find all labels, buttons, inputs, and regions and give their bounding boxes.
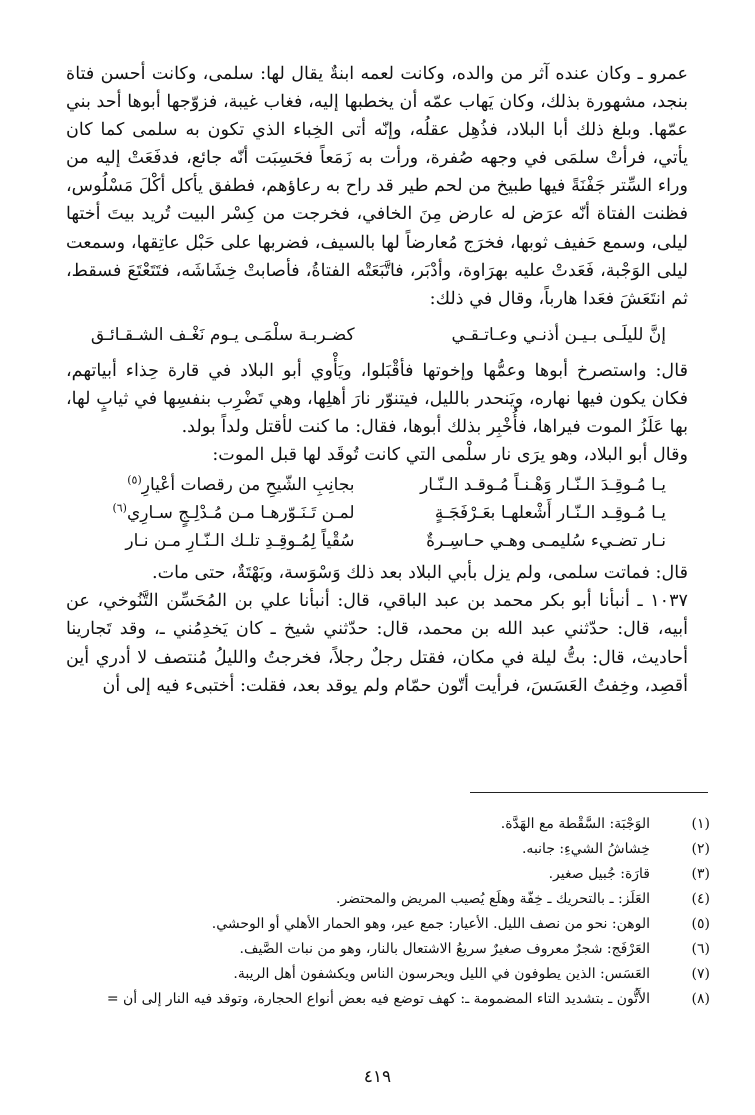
verse-line [66,321,688,349]
paragraph-outcome [66,357,688,441]
paragraph-death [66,559,688,587]
footnote-marker: (٥) [127,473,142,487]
footnote-item [60,812,710,837]
footnote-text: العَرْفَج: شجرٌ معروف صغيرٌ سريعُ الاشتعال بالنار، وهو من نبات الصَّيف. [239,941,650,957]
footnote-marker: (٦) [112,501,127,515]
verse-hemistich-first: يـا مُـوقِـد الـنّـار أَشْعلهـا بعَـرْفَجَـةٍ [434,503,666,524]
footnote-text: الوَجْبَة: السَّقْطة مع الهَدَّة. [500,816,650,832]
footnote-text: العَلَز: ـ بالتحريك ـ خِفّة وهلَع يُصيب المريض والمحتضر. [336,891,650,907]
footnote-item [60,962,710,987]
paragraph-text: ١٠٣٧ ـ أنبأنا أبو بكر محمد بن عبد الباقي، قال: أنبأنا علي بن المُحَسِّن التَّنُوخي، عن أبيه، قال: حدّثني عبد الله بن محمد، قال: حدّثني شيخ ـ كان يَخدِمُني ـ، وقد تَجارينا أحاديث، قال: بتُّ ليلة في مكان، فقتل رجلٌ رجلاً، فخرجتُ والليلُ مُنتصف لا أدري أين أقصِد، وخِفتُ العَسَسَ، فرأيت أتّون حمّام ولم يوقد بعد، فقلت: أختبىء فيه إلى أن [66,591,688,696]
page-number: ٤١٩ [363,1067,392,1087]
footnote-number: (٤) [691,891,710,907]
footnotes [60,812,710,1012]
main-text [66,60,688,700]
paragraph-text: قال: واستصرخ أبوها وعمُّها وإخوتها فأقْبَلوا، ويَأْوي أبو البلاد في قارة حِذاء أبياتهم، فكان يكون فيها نهاره، ويَنحدر بالليل، فيتنوّر نارَ أهلِها، وهي تَضْرِب بنفسِها في ثيابٍ لها، بها عَلَزُ الموت فيراها، فأُخْبِر بذلك أبوها، فقال: ما كنت لأقتل ولداً بولد. [66,360,688,438]
verse-hemistich-first: نـار تضـيء سُليمـى وهـي حـاسِـرةٌ [426,531,666,552]
footnote-item [60,837,710,862]
footnote-text: الأَتُّون ـ بتشديد التاء المضمومة ـ: كهف توضع فيه بعض أنواع الحجارة، وتوقد فيه النار إلى أن = [106,991,650,1007]
paragraph-text: وقال أبو البلاد، وهو يرَى نار سلْمى التي كانت تُوقَد لها قبل الموت: [212,445,688,466]
footnote-divider [470,792,708,793]
footnote-item [60,862,710,887]
footnote-number: (٦) [691,941,710,957]
paragraph-verse-intro [66,441,688,469]
verse-hemistich-second: لمـن تَـنَـوّرهـا مـن مُـدْلِـجٍ سـارِي$^{(٦)}$ [112,501,355,524]
footnote-number: (٨) [691,991,710,1007]
verse-hemistich-first: يـا مُـوقِـدَ الـنّـار وَهْـنـاً مُـوقـد الـنّـار [420,475,666,496]
footnote-number: (٣) [691,866,710,882]
footnote-number: (٧) [691,966,710,982]
footnote-text: العَسَس: الذين يطوفون في الليل ويحرسون الناس ويكشفون أهل الريبة. [233,966,650,982]
footnote-number: (١) [691,816,710,832]
footnote-number: (٥) [691,916,710,932]
verse-hemistich-second: كضـربـة سلْمَـى يـوم نَغْـف الشـقـائـق [90,324,355,345]
footnote-text: الوهن: نحو من نصف الليل. الأعيار: جمع عير، وهو الحمار الأهلي أو الوحشي. [211,916,650,932]
footnote-text: قارَة: جُبيل صغير. [548,866,650,882]
verse-group [66,471,688,555]
footnote-item [60,937,710,962]
verse-line [66,499,688,527]
footnote-item [60,987,710,1012]
verse-hemistich-second: بجانِبِ الشّيحِ من رقصات أعْيارِ$^{(٥)}$ [127,473,355,496]
verse-line [66,527,688,555]
verse-line [66,471,688,499]
paragraph-text: عمرو ـ وكان عنده آثر من والده، وكانت لعمه ابنةٌ يقال لها: سلمى، وكانت أحسن فتاة بنجد، مشهورة بذلك، وكان يَهاب عمّه أن يخطبها إليه، فغاب غيبة، فزوّجها أبوها أحد بني عمّها. وبلغ ذلك أبا البلاد، فذُهِل عقلُه، وإنّه أتى الخِباء الذي تكون به سلمى كما كان يأتي، فرأتْ سلمَى في وجهه صُفرة، ورأت به زَمَعاً فحَسِبَت أنّه جائع، فدفَعَتْ إليه من وراء السِّتر جَفْنَةً فيها طبيخ من لحم طير قد راح به رعاؤهم، فطفق يأكل أكْلَ مَسْلُوس، فظنت الفتاة أنّه عرَض له عارض مِنَ الخافي، فخرجت من كِسْر البيت تُريد بيتَ أختها ليلى، وسمع حَفيف ثوبها، فخرَج مُعارضاً لها بالسيف، فضربها على حَبْل عاتِقها، وسمعت ليلى الوَجْبة، فَعَدتْ عليه بهرَاوة، وأدْبَر، فاتَّبَعَتْه الفتاةُ، فأصابتْ خِشَاشَه، فتَتَعْتَعَ فسقط، ثم انتَعَشَ فعَدا هارباً، وقال في ذلك: [66,64,688,309]
footnote-item [60,887,710,912]
footnote-item [60,912,710,937]
footnote-text: خِشاشُ الشيءِ: جانبه. [521,841,650,857]
footnote-number: (٢) [691,841,710,857]
paragraph-story [66,60,688,313]
paragraph-text: قال: فماتت سلمى، ولم يزل بأبي البلاد بعد ذلك وَسْوَسة، وبَهْتَةٌ، حتى مات. [152,563,688,584]
paragraph-1037 [66,587,688,699]
verse-hemistich-first: إنَّ لليلَـى بـيـن أذنـي وعـاتـقـي [451,324,666,345]
verse-hemistich-second: سُقْياً لِمُـوقِـدِ تلـك الـنّـارِ مـن نـار [125,531,355,552]
